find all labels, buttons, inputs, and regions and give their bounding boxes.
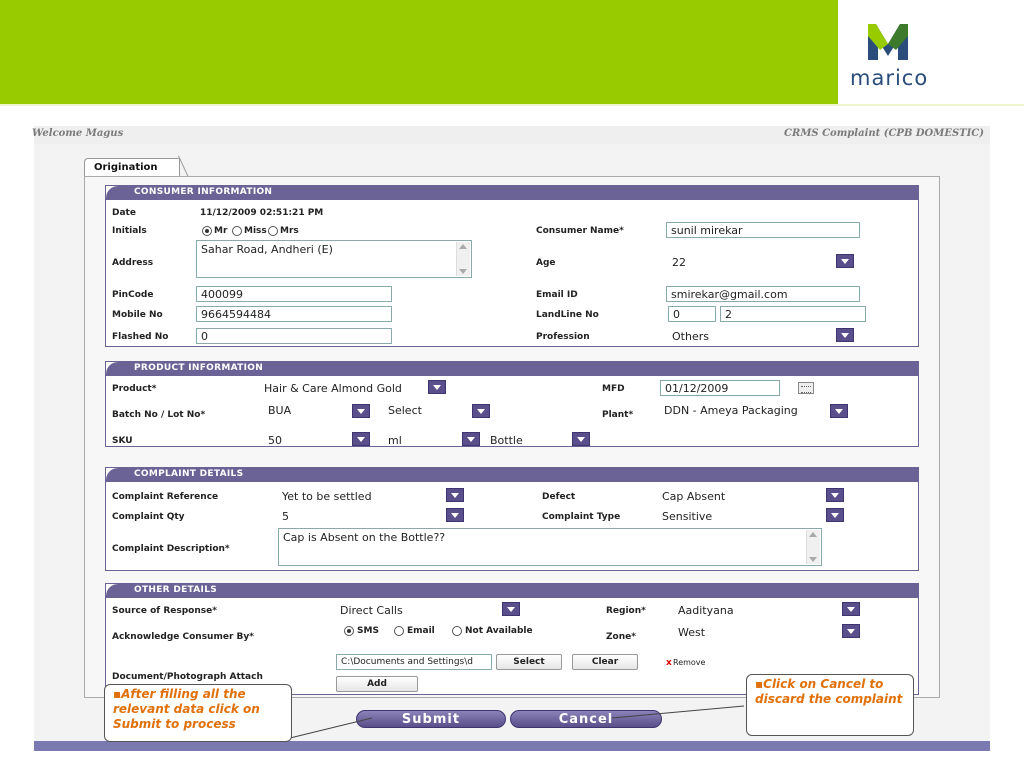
pincode-label: PinCode — [112, 290, 154, 300]
email-input[interactable]: smirekar@gmail.com — [666, 286, 860, 302]
sku-unit-value: ml — [388, 434, 402, 447]
profession-value: Others — [672, 330, 709, 343]
remove-icon[interactable]: x — [666, 658, 672, 668]
complaint-type-label: Complaint Type — [542, 512, 621, 522]
landline-number-input[interactable]: 2 — [720, 306, 866, 322]
select-file-button[interactable]: Select — [496, 654, 562, 670]
source-value: Direct Calls — [340, 604, 403, 617]
welcome-text: Welcome Magus — [32, 128, 124, 139]
radio-mrs-label: Mrs — [280, 226, 299, 236]
section-title: PRODUCT INFORMATION — [134, 363, 264, 373]
radio-sms-label: SMS — [357, 626, 379, 636]
defect-value: Cap Absent — [662, 490, 726, 503]
landline-label: LandLine No — [536, 310, 599, 320]
complaint-qty-label: Complaint Qty — [112, 512, 185, 522]
complaint-reference-value: Yet to be settled — [282, 490, 372, 503]
address-label: Address — [112, 258, 154, 268]
address-text: Sahar Road, Andheri (E) — [201, 243, 333, 256]
region-value: Aadityana — [678, 604, 734, 617]
acknowledge-label: Acknowledge Consumer By* — [112, 632, 254, 642]
page-title: CRMS Complaint (CPB DOMESTIC) — [784, 128, 984, 139]
submit-button[interactable]: Submit — [356, 710, 506, 728]
flashed-input[interactable]: 0 — [196, 328, 392, 344]
sku-label: SKU — [112, 436, 133, 446]
consumer-name-label: Consumer Name* — [536, 226, 624, 236]
complaint-qty-value: 5 — [282, 510, 289, 523]
landline-code-input[interactable]: 0 — [668, 306, 716, 322]
cancel-callout: ▪Click on Cancel to discard the complaint — [746, 674, 914, 736]
radio-not-available-label: Not Available — [465, 626, 533, 636]
product-value: Hair & Care Almond Gold — [264, 382, 402, 395]
radio-email-label: Email — [407, 626, 435, 636]
region-label: Region* — [606, 606, 646, 616]
consumer-name-input[interactable]: sunil mirekar — [666, 222, 860, 238]
flashed-label: Flashed No — [112, 332, 169, 342]
section-title: CONSUMER INFORMATION — [134, 187, 273, 197]
sku-pack-value: Bottle — [490, 434, 523, 447]
clear-button[interactable]: Clear — [572, 654, 638, 670]
age-label: Age — [536, 258, 556, 268]
date-value: 11/12/2009 02:51:21 PM — [200, 208, 324, 218]
add-button[interactable]: Add — [336, 676, 418, 692]
sku-qty-value: 50 — [268, 434, 282, 447]
tab-label: Origination — [94, 162, 158, 173]
complaint-description-label: Complaint Description* — [112, 544, 230, 554]
radio-mr-label: Mr — [214, 226, 228, 236]
pincode-input[interactable]: 400099 — [196, 286, 392, 302]
email-label: Email ID — [536, 290, 578, 300]
document-path-input[interactable]: C:\Documents and Settings\d — [336, 654, 492, 670]
submit-callout: ▪After filling all the relevant data click on Submit to process — [104, 684, 292, 742]
lot-value: Select — [388, 404, 422, 417]
complaint-reference-label: Complaint Reference — [112, 492, 219, 502]
radio-miss-label: Miss — [244, 226, 267, 236]
zone-label: Zone* — [606, 632, 636, 642]
zone-value: West — [678, 626, 706, 639]
complaint-description-text: Cap is Absent on the Bottle?? — [283, 531, 446, 544]
product-label: Product* — [112, 384, 157, 394]
remove-link[interactable]: Remove — [673, 658, 706, 667]
section-title: COMPLAINT DETAILS — [134, 469, 244, 479]
plant-value: DDN - Ameya Packaging — [664, 404, 798, 417]
mobile-input[interactable]: 9664594484 — [196, 306, 392, 322]
mfd-label: MFD — [602, 384, 625, 394]
document-attach-label: Document/Photograph Attach — [112, 672, 263, 682]
mobile-label: Mobile No — [112, 310, 163, 320]
source-label: Source of Response* — [112, 606, 217, 616]
age-value: 22 — [672, 256, 686, 269]
profession-label: Profession — [536, 332, 590, 342]
complaint-type-value: Sensitive — [662, 510, 713, 523]
mfd-input[interactable]: 01/12/2009 — [660, 380, 780, 396]
logo-text: marico — [850, 66, 929, 90]
defect-label: Defect — [542, 492, 576, 502]
initials-label: Initials — [112, 226, 147, 236]
batch-value: BUA — [268, 404, 292, 417]
date-label: Date — [112, 208, 136, 218]
section-title: OTHER DETAILS — [134, 585, 218, 595]
cancel-button[interactable]: Cancel — [510, 710, 662, 728]
batch-label: Batch No / Lot No* — [112, 410, 206, 420]
plant-label: Plant* — [602, 410, 634, 420]
